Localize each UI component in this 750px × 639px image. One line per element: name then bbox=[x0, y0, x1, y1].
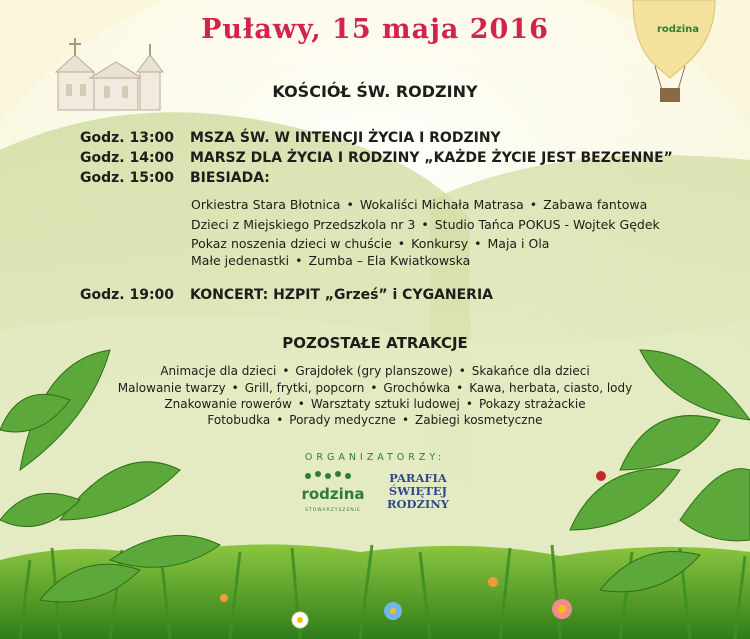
attraction-item: Pokazy strażackie bbox=[478, 397, 586, 411]
lineup-item: Zumba – Ela Kwiatkowska bbox=[308, 253, 471, 268]
balloon-logo-text: rodzina bbox=[656, 24, 700, 35]
lineup-item: Małe jedenastki bbox=[191, 253, 290, 268]
venue-title: KOŚCIÓŁ ŚW. RODZINY bbox=[272, 82, 478, 101]
lineup-line: Pokaz noszenia dzieci w chuście • Konkursy • Maja i Ola bbox=[191, 236, 550, 251]
attractions-line: Animacje dla dzieci • Grajdołek (gry planszowe) • Skakańce dla dzieci bbox=[160, 364, 590, 378]
lineup-line: Orkiestra Stara Błotnica • Wokaliści Michała Matrasa • Zabawa fantowa bbox=[191, 197, 648, 212]
attraction-item: Zabiegi kosmetyczne bbox=[415, 413, 543, 427]
lineup-item: Konkursy bbox=[411, 236, 469, 251]
attraction-item: Animacje dla dzieci bbox=[160, 364, 277, 378]
attraction-item: Grochówka bbox=[383, 381, 451, 395]
attraction-item: Grajdołek (gry planszowe) bbox=[295, 364, 453, 378]
schedule-time: Godz. 19:00 bbox=[80, 287, 175, 303]
attraction-item: Grill, frytki, popcorn bbox=[244, 381, 365, 395]
lineup-line: Dzieci z Miejskiego Przedszkola nr 3 • Studio Tańca POKUS - Wojtek Gędek bbox=[191, 217, 660, 232]
rodzina-logo-subtitle: STOWARZYSZENIE bbox=[305, 508, 361, 513]
lineup-item: Wokaliści Michała Matrasa bbox=[359, 197, 524, 212]
lineup-item: Studio Tańca POKUS - Wojtek Gędek bbox=[434, 217, 660, 232]
attractions-line: Malowanie twarzy • Grill, frytki, popcorn • Grochówka • Kawa, herbata, ciasto, lody bbox=[117, 381, 633, 395]
attractions-title: POZOSTAŁE ATRAKCJE bbox=[282, 334, 468, 352]
schedule-event: BIESIADA: bbox=[190, 170, 270, 186]
attraction-item: Skakańce dla dzieci bbox=[471, 364, 590, 378]
schedule-row bbox=[80, 287, 493, 303]
schedule-time: Godz. 13:00 bbox=[80, 130, 175, 146]
lineup-item: Dzieci z Miejskiego Przedszkola nr 3 bbox=[191, 217, 416, 232]
event-date: Puławy, 15 maja 2016 bbox=[201, 14, 549, 45]
attraction-item: Warsztaty sztuki ludowej bbox=[310, 397, 460, 411]
schedule-event: MARSZ DLA ŻYCIA I RODZINY „KAŻDE ŻYCIE JEST BEZCENNE” bbox=[190, 150, 673, 166]
schedule-row bbox=[80, 130, 501, 146]
schedule-time: Godz. 14:00 bbox=[80, 150, 175, 166]
attractions-line: Fotobudka • Porady medyczne • Zabiegi kosmetyczne bbox=[207, 413, 543, 427]
lineup-item: Orkiestra Stara Błotnica bbox=[191, 197, 341, 212]
schedule-event: KONCERT: HZPIT „Grześ” i CYGANERIA bbox=[190, 287, 494, 303]
attraction-item: Kawa, herbata, ciasto, lody bbox=[469, 381, 633, 395]
lineup-line: Małe jedenastki • Zumba – Ela Kwiatkowska bbox=[191, 253, 471, 268]
schedule-row bbox=[80, 170, 270, 186]
schedule-row bbox=[80, 150, 673, 166]
organizers-title: ORGANIZATORZY: bbox=[304, 452, 446, 463]
schedule-event: MSZA ŚW. W INTENCJI ŻYCIA I RODZINY bbox=[190, 130, 501, 146]
rodzina-logo-text: rodzina bbox=[301, 485, 365, 503]
ladybug-illustration bbox=[596, 471, 606, 481]
schedule-time: Godz. 15:00 bbox=[80, 170, 175, 186]
attraction-item: Fotobudka bbox=[207, 413, 271, 427]
lineup-item: Maja i Ola bbox=[487, 236, 550, 251]
attraction-item: Znakowanie rowerów bbox=[164, 397, 292, 411]
attraction-item: Malowanie twarzy bbox=[117, 381, 226, 395]
lineup-item: Pokaz noszenia dzieci w chuście bbox=[191, 236, 392, 251]
lineup-item: Zabawa fantowa bbox=[543, 197, 648, 212]
attraction-item: Porady medyczne bbox=[289, 413, 396, 427]
parafia-logo: PARAFIA ŚWIĘTEJ RODZINY bbox=[386, 471, 450, 511]
attractions-line: Znakowanie rowerów • Warsztaty sztuki ludowej • Pokazy strażackie bbox=[164, 397, 586, 411]
